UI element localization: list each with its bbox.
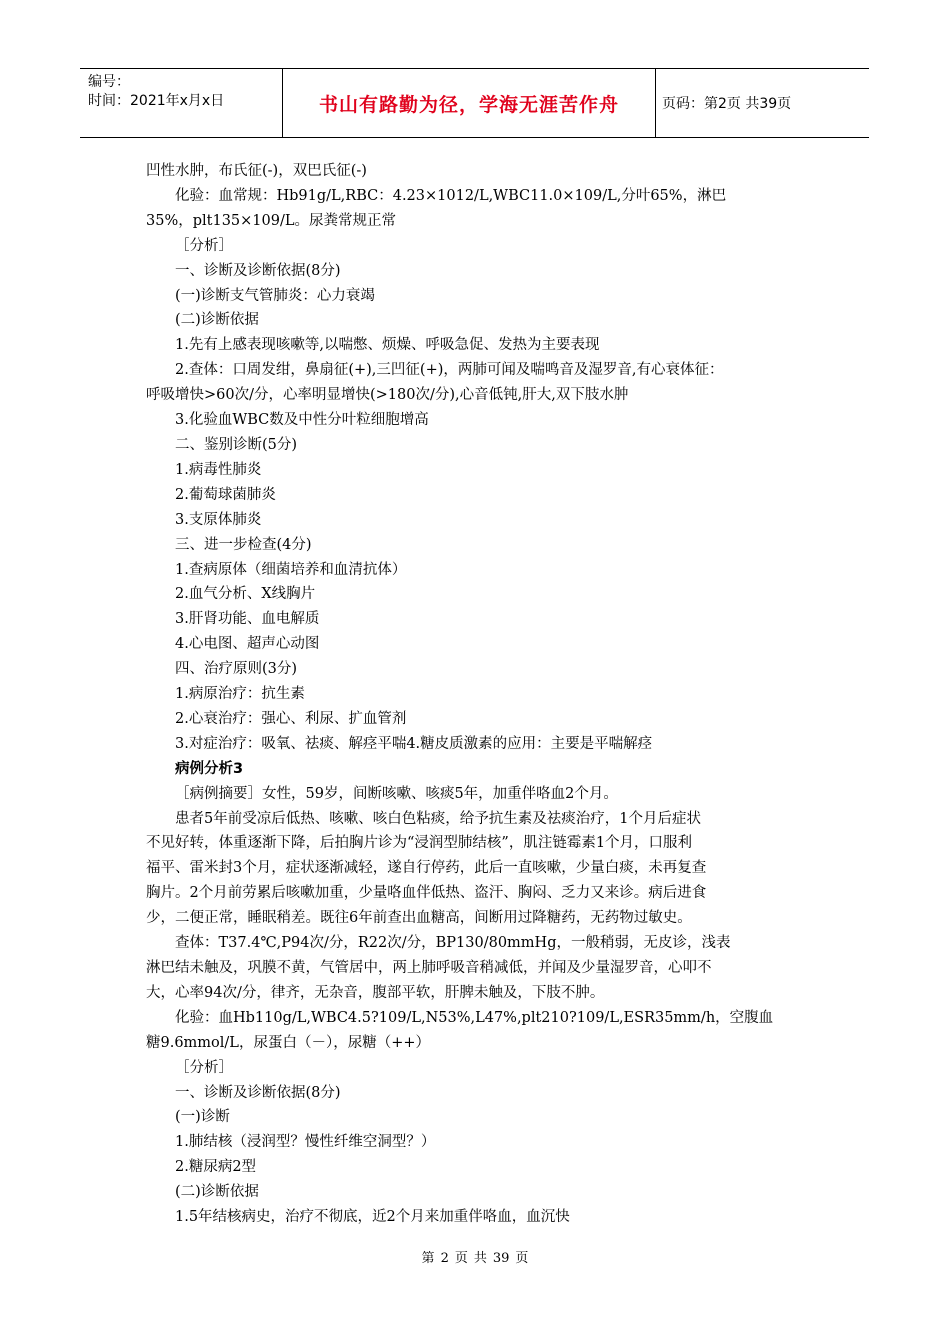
text-line: 2.葡萄球菌肺炎 bbox=[175, 486, 276, 503]
text-line: ［病例摘要］女性，59岁，间断咳嗽、咳痰5年，加重伴咯血2个月。 bbox=[175, 785, 618, 802]
text-line: 凹性水肿，布氏征(-)，双巴氏征(-) bbox=[146, 163, 367, 179]
text-line: 1.肺结核（浸润型？慢性纤维空洞型？） bbox=[175, 1134, 436, 1151]
text-line: 1.5年结核病史，治疗不彻底，近2个月来加重伴咯血，血沉快 bbox=[175, 1209, 570, 1226]
page-footer bbox=[0, 1247, 950, 1266]
text-line: 2.查体：口周发绀，鼻扇征(+),三凹征(+)，两肺可闻及喘鸣音及湿罗音,有心衰体征： bbox=[175, 362, 724, 379]
page-header bbox=[80, 68, 869, 138]
text-line: 化验：血常规：Hb91g/L,RBC：4.23×1012/L,WBC11.0×109/L,分叶65%，淋巴 bbox=[175, 187, 727, 204]
text-line: 3.肝肾功能、血电解质 bbox=[175, 611, 320, 628]
text-line: 少，二便正常，睡眠稍差。既往6年前查出血糖高，间断用过降糖药，无药物过敏史。 bbox=[146, 910, 692, 927]
text-line: 4.心电图、超声心动图 bbox=[175, 636, 320, 653]
footer-text: 页 bbox=[454, 1251, 468, 1266]
footer-total-pages: 39 bbox=[492, 1251, 510, 1266]
document-date: 时间：2021年x月x日 bbox=[88, 93, 225, 109]
text-line: 1.病毒性肺炎 bbox=[175, 461, 262, 478]
text-line: 2.心衰治疗：强心、利尿、扩血管剂 bbox=[175, 710, 407, 727]
document-number-label: 编号： bbox=[88, 74, 130, 90]
text-line: 1.查病原体（细菌培养和血清抗体） bbox=[175, 561, 407, 578]
header-motto: 书山有路勤为径，学海无涯苦作舟 bbox=[282, 69, 656, 137]
text-line: 三、进一步检查(4分) bbox=[175, 536, 312, 553]
text-line: 化验：血Hb110g/L,WBC4.5?109/L,N53%,L47%,plt210?109/L,ESR35mm/h，空腹血 bbox=[175, 1009, 774, 1026]
text-line: 1.病原治疗：抗生素 bbox=[175, 686, 305, 703]
text-line: 2.糖尿病2型 bbox=[175, 1159, 257, 1176]
text-line: 大，心率94次/分，律齐，无杂音，腹部平软，肝脾未触及，下肢不肿。 bbox=[146, 984, 605, 1001]
text-line: (二)诊断依据 bbox=[175, 312, 259, 329]
text-line: 3.化验血WBC数及中性分叶粒细胞增高 bbox=[175, 412, 429, 429]
text-line: 一、诊断及诊断依据(8分) bbox=[175, 1084, 341, 1101]
text-line: 呼吸增快>60次/分，心率明显增快(>180次/分),心音低钝,肝大,双下肢水肿 bbox=[146, 387, 629, 404]
text-line: (一)诊断支气管肺炎：心力衰竭 bbox=[175, 287, 375, 304]
text-line: 福平、雷米封3个月，症状逐渐减轻，遂自行停药，此后一直咳嗽，少量白痰，未再复查 bbox=[146, 860, 707, 877]
header-meta bbox=[80, 69, 282, 137]
text-line: 3.支原体肺炎 bbox=[175, 511, 262, 528]
text-line: 二、鉴别诊断(5分) bbox=[175, 436, 298, 453]
text-line: 淋巴结未触及，巩膜不黄，气管居中，两上肺呼吸音稍减低，并闻及少量湿罗音，心叩不 bbox=[146, 960, 712, 976]
text-line: ［分析］ bbox=[175, 1059, 233, 1076]
text-line: 3.对症治疗：吸氧、祛痰、解痉平喘4.糖皮质激素的应用：主要是平喘解痉 bbox=[175, 735, 653, 752]
footer-text: 共 bbox=[473, 1251, 487, 1266]
text-line: (二)诊断依据 bbox=[175, 1184, 259, 1201]
footer-page-number: 2 bbox=[440, 1251, 449, 1266]
text-line: 一、诊断及诊断依据(8分) bbox=[175, 262, 341, 279]
text-line: (一)诊断 bbox=[175, 1109, 230, 1126]
text-line: 胸片。2个月前劳累后咳嗽加重，少量咯血伴低热、盗汗、胸闷、乏力又来诊。病后进食 bbox=[146, 885, 707, 902]
case-heading: 病例分析3 bbox=[175, 760, 244, 777]
header-page-info: 页码：第2页 共39页 bbox=[662, 96, 792, 112]
text-line: 四、治疗原则(3分) bbox=[175, 661, 298, 678]
text-line: 患者5年前受凉后低热、咳嗽、咳白色粘痰，给予抗生素及祛痰治疗，1个月后症状 bbox=[175, 810, 701, 827]
text-line: 糖9.6mmol/L，尿蛋白（－），尿糖（++） bbox=[146, 1034, 430, 1051]
text-line: ［分析］ bbox=[175, 237, 233, 254]
text-line: 不见好转，体重逐渐下降，后拍胸片诊为“浸润型肺结核”，肌注链霉素1个月，口服利 bbox=[146, 835, 693, 852]
text-line: 1.先有上感表现咳嗽等,以喘憋、烦燥、呼吸急促、发热为主要表现 bbox=[175, 337, 600, 354]
footer-text: 第 bbox=[421, 1251, 435, 1266]
text-line: 2.血气分析、X线胸片 bbox=[175, 586, 316, 603]
document-body bbox=[146, 159, 806, 1230]
text-line: 35%，plt135×109/L。尿粪常规正常 bbox=[146, 212, 396, 229]
footer-text: 页 bbox=[515, 1251, 529, 1266]
text-line: 查体：T37.4℃,P94次/分，R22次/分，BP130/80mmHg，一般稍弱，无皮诊，浅表 bbox=[175, 935, 731, 952]
